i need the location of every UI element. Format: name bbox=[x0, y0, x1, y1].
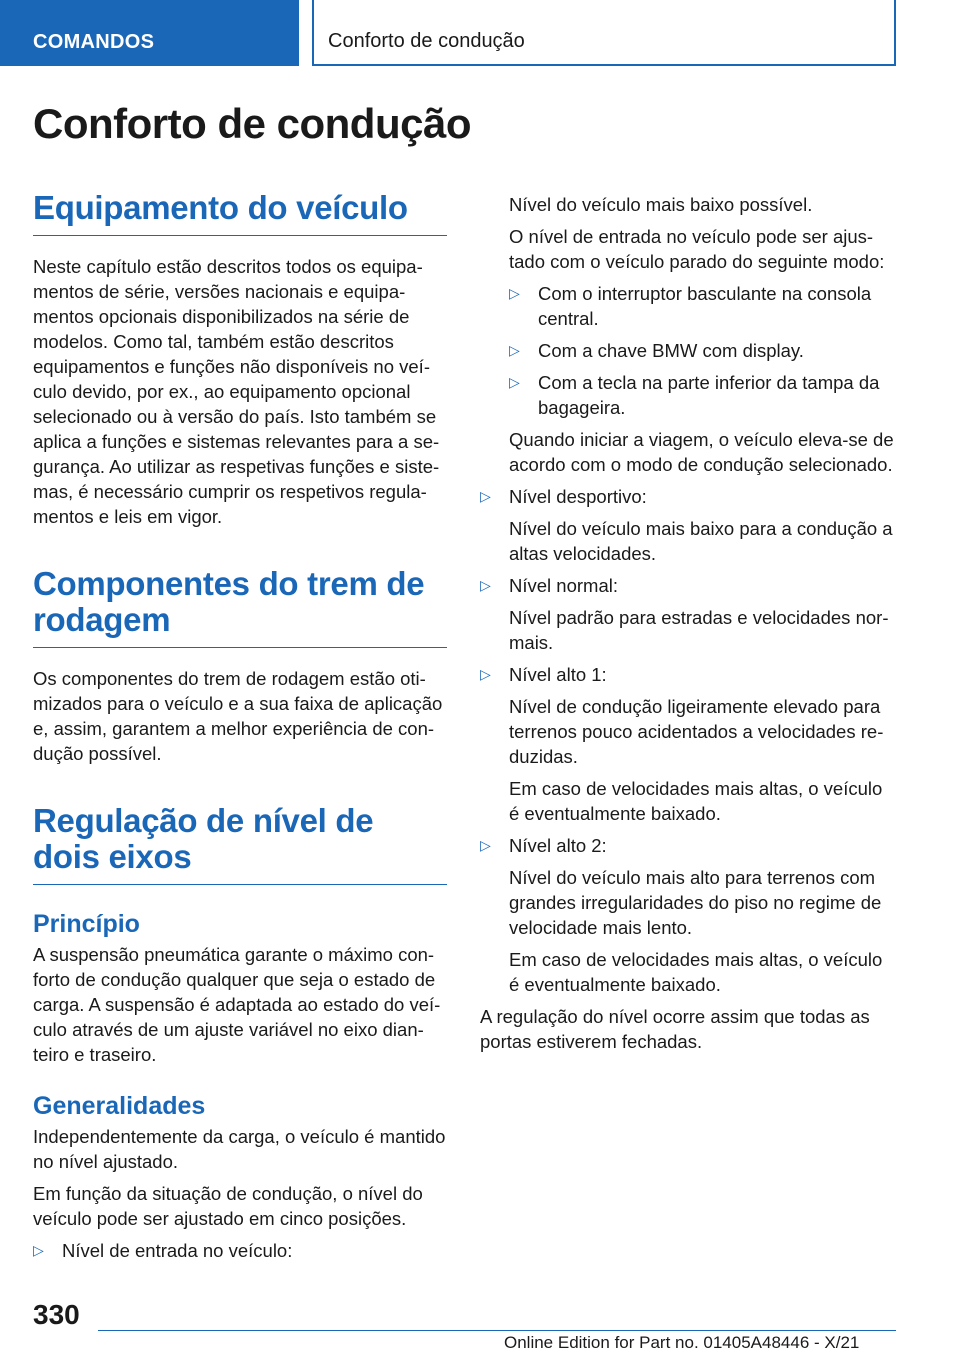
list-item-entrada: ▷ Nível de entrada no veículo: bbox=[33, 1240, 293, 1261]
list-item-desportivo: ▷ Nível desportivo: bbox=[480, 486, 647, 507]
paragraph-principio: A suspensão pneumática garante o máximo conforto de condução qualquer que seja o estado de carga. A suspensão é adaptada ao estado do veículo através de um ajuste variável no eixo dianteiro e traseiro. bbox=[33, 944, 441, 1065]
triangle-right-outline-icon: ▷ bbox=[509, 342, 520, 358]
triangle-right-outline-icon: ▷ bbox=[480, 488, 491, 504]
heading-generalidades: Generalidades bbox=[33, 1092, 206, 1120]
footer-edition: Online Edition for Part no. 01405A48446 - X/21 bbox=[504, 1333, 860, 1352]
triangle-right-outline-icon: ▷ bbox=[480, 666, 491, 682]
list-item-alto-1: ▷ Nível alto 1: bbox=[480, 664, 607, 685]
right-column bbox=[480, 192, 896, 1061]
alto-1-description: Nível de condução ligeiramente elevado para terrenos pouco acidentados a velocidades reduzidas. bbox=[509, 696, 884, 767]
heading-principio: Princípio bbox=[33, 910, 140, 938]
paragraph-generalidades-2: Em função da situação de condução, o nível do veículo pode ser ajustado em cinco posições. bbox=[33, 1183, 423, 1229]
page-number: 330 bbox=[33, 1299, 80, 1330]
list-item-normal: ▷ Nível normal: bbox=[480, 575, 618, 596]
page-header bbox=[0, 0, 960, 66]
alto-2-description: Nível do veículo mais alto para terrenos com grandes irregularidades do piso no regime de velocidade mais lento. bbox=[509, 867, 882, 938]
sub-list-item: ▷ Com a tecla na parte inferior da tampa da bagageira. bbox=[509, 372, 880, 418]
paragraph-equipamento: Neste capítulo estão descritos todos os equipamentos de série, versões nacionais e equipamentos opcionais disponibilizados na série de modelos. Como tal, também estão descritos equipamentos e funções não disponíveis no veículo devido, por ex., ao equipamento opcional selecionado ou à versão do país. Isto também se aplica a funções e sistemas relevantes para a segurança. Ao utilizar as respetivas funções e sistemas, é necessário cumprir os respetivos regulamentos e leis em vigor. bbox=[33, 256, 440, 527]
paragraph-generalidades-1: Independentemente da carga, o veículo é mantido no nível ajustado. bbox=[33, 1126, 446, 1172]
triangle-right-outline-icon: ▷ bbox=[33, 1242, 44, 1258]
entrada-viagem-text: Quando iniciar a viagem, o veículo eleva-se de acordo com o modo de condução selecionado. bbox=[509, 429, 894, 475]
paragraph-componentes: Os componentes do trem de rodagem estão otimizados para o veículo e a sua faixa de aplicação e, assim, garantem a melhor experiência de condução possível. bbox=[33, 668, 443, 764]
sub-list-item: ▷ Com o interruptor basculante na consola central. bbox=[509, 283, 872, 329]
entrada-description: Nível do veículo mais baixo possível. bbox=[509, 194, 813, 215]
alto-2-note: Em caso de velocidades mais altas, o veículo é eventualmente baixado. bbox=[509, 949, 883, 995]
sub-list-item: ▷ Com a chave BMW com display. bbox=[509, 340, 804, 361]
page-title: Conforto de condução bbox=[33, 100, 471, 147]
desportivo-description: Nível do veículo mais baixo para a condução a altas velocidades. bbox=[509, 518, 893, 564]
triangle-right-outline-icon: ▷ bbox=[509, 285, 520, 301]
heading-componentes: Componentes do trem de rodagem bbox=[33, 566, 447, 648]
triangle-right-outline-icon: ▷ bbox=[509, 374, 520, 390]
normal-description: Nível padrão para estradas e velocidades normais. bbox=[509, 607, 889, 653]
chapter-tab: COMANDOS bbox=[0, 0, 299, 66]
closing-paragraph: A regulação do nível ocorre assim que todas as portas estiverem fechadas. bbox=[480, 1006, 870, 1052]
heading-equipamento: Equipamento do veículo bbox=[33, 190, 447, 236]
alto-1-note: Em caso de velocidades mais altas, o veículo é eventualmente baixado. bbox=[509, 778, 883, 824]
heading-regulacao: Regulação de nível de dois eixos bbox=[33, 803, 447, 885]
section-title: Conforto de condução bbox=[312, 0, 896, 66]
triangle-right-outline-icon: ▷ bbox=[480, 837, 491, 853]
footer-divider bbox=[98, 1330, 896, 1331]
left-column bbox=[33, 190, 447, 1270]
triangle-right-outline-icon: ▷ bbox=[480, 577, 491, 593]
list-item-alto-2: ▷ Nível alto 2: bbox=[480, 835, 607, 856]
entrada-adjust-text: O nível de entrada no veículo pode ser ajustado com o veículo parado do seguinte modo: bbox=[509, 226, 885, 272]
